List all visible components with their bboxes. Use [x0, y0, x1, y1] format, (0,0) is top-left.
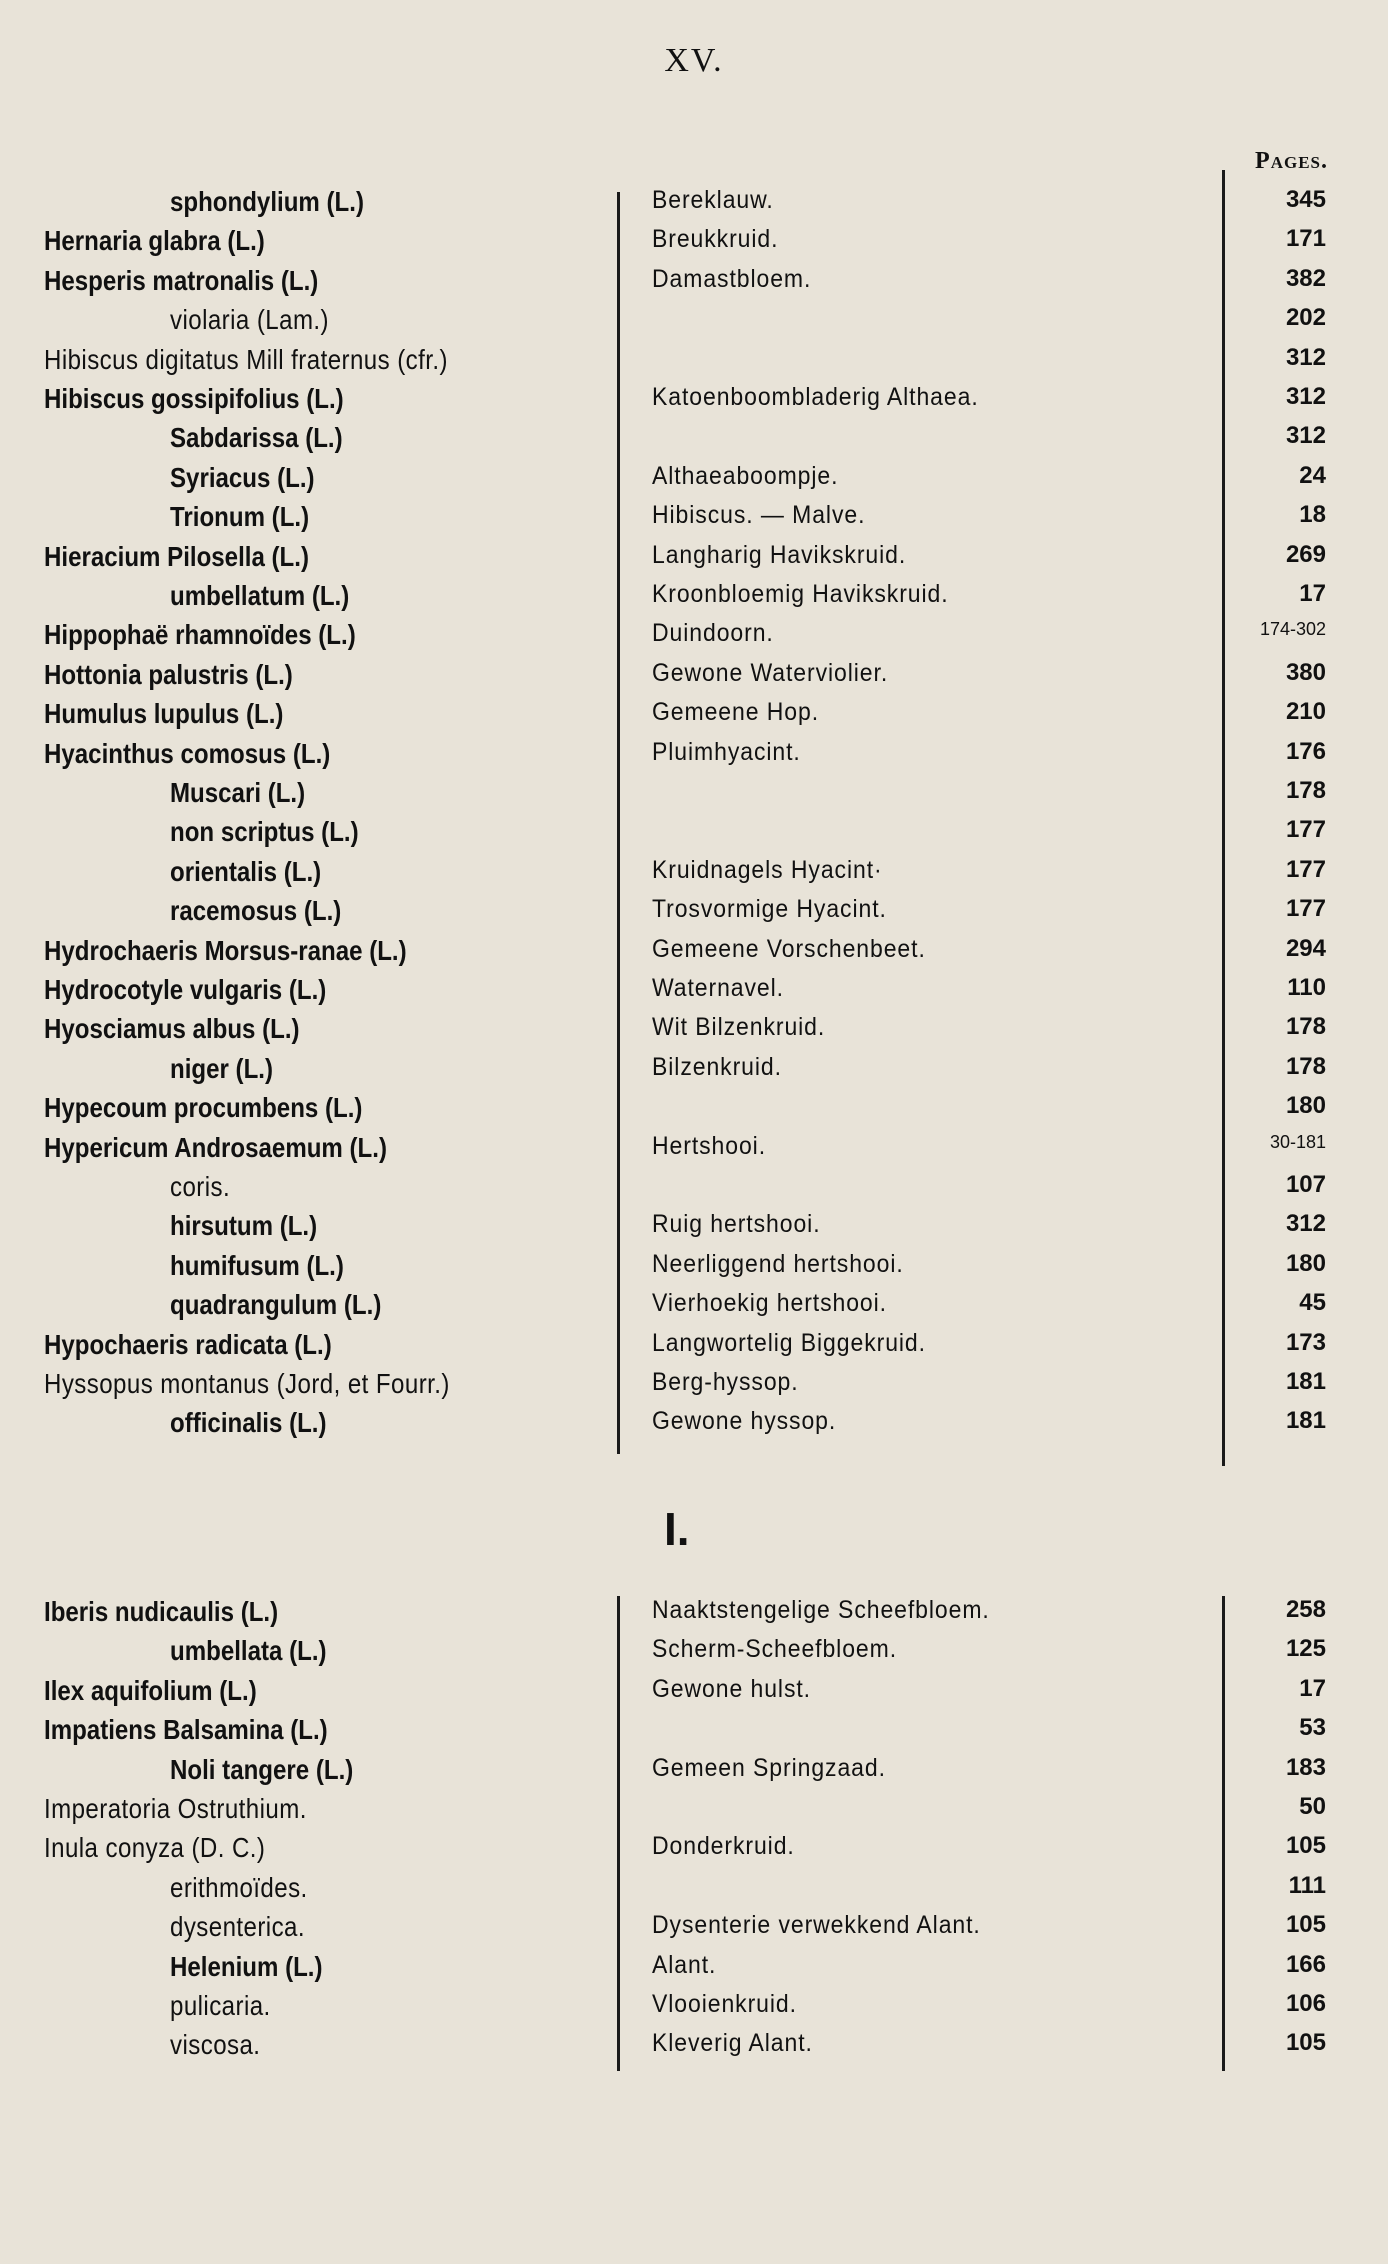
dutch-name: Langharig Havikskruid. [652, 540, 907, 569]
latin-name: Hypecoum procumbens (L.) [44, 1092, 363, 1124]
page-reference: 110 [1287, 974, 1326, 1001]
dutch-name: Pluimhyacint. [652, 737, 801, 766]
index-entry [0, 1289, 1388, 1328]
page-reference: 178 [1285, 1052, 1326, 1080]
dutch-name: Neerliggend hertshooi. [652, 1249, 904, 1278]
dutch-name: Hibiscus. — Malve. [652, 501, 866, 530]
latin-name: Hyosciamus albus (L.) [44, 1013, 300, 1045]
latin-name: officinalis (L.) [170, 1407, 327, 1439]
latin-name: sphondylium (L.) [170, 186, 364, 217]
page-reference: 382 [1285, 264, 1326, 292]
index-entry [0, 501, 1388, 540]
page-reference: 17 [1299, 580, 1326, 607]
index-entry [0, 422, 1388, 461]
dutch-name: Alant. [652, 1950, 717, 1979]
dutch-name: Waternavel. [652, 974, 784, 1002]
page-reference: 180 [1285, 1249, 1326, 1277]
latin-name: Trionum (L.) [170, 501, 310, 533]
latin-name: hirsutum (L.) [170, 1210, 318, 1242]
latin-name: Hernaria glabra (L.) [44, 225, 265, 257]
index-entry [0, 777, 1388, 816]
latin-name: Hottonia palustris (L.) [44, 658, 293, 690]
latin-name: Humulus lupulus (L.) [44, 698, 284, 730]
dutch-name: Ruig hertshooi. [652, 1210, 821, 1239]
index-entry [0, 738, 1388, 777]
page-reference: 171 [1285, 225, 1326, 253]
page-reference: 380 [1285, 658, 1326, 686]
page-reference: 30-181 [1269, 1131, 1326, 1152]
dutch-name: Hertshooi. [652, 1131, 767, 1160]
page-reference: 176 [1285, 737, 1326, 765]
dutch-name: Donderkruid. [652, 1832, 795, 1861]
latin-name: Ilex aquifolium (L.) [44, 1674, 257, 1706]
page-reference: 183 [1285, 1753, 1326, 1781]
latin-name: Hippophaë rhamnoïdes (L.) [44, 619, 356, 651]
page-reference: 312 [1285, 422, 1326, 450]
page-reference: 258 [1285, 1596, 1326, 1623]
index-entry [0, 895, 1388, 934]
page-reference: 294 [1285, 934, 1326, 962]
latin-name: Noli tangere (L.) [170, 1753, 354, 1785]
dutch-name: Kruidnagels Hyacint· [652, 855, 883, 884]
dutch-name: Vlooienkruid. [652, 1990, 797, 2018]
page-reference: 107 [1285, 1171, 1326, 1198]
index-entry [0, 1132, 1388, 1171]
dutch-name: Damastbloem. [652, 264, 812, 293]
latin-name: Muscari (L.) [170, 777, 306, 808]
page-reference: 50 [1299, 1793, 1326, 1820]
page-reference: 125 [1285, 1635, 1326, 1663]
dutch-name: Duindoorn. [652, 619, 774, 648]
dutch-name: Kroonbloemig Havikskruid. [652, 580, 949, 608]
index-entry [0, 1951, 1388, 1990]
page-reference: 177 [1285, 816, 1326, 844]
section-letter-i: I. [664, 1503, 690, 1555]
page-reference: 106 [1285, 1990, 1326, 2017]
page-reference: 312 [1285, 383, 1326, 410]
page-reference: 45 [1299, 1289, 1326, 1317]
dutch-name: Bereklauw. [652, 186, 774, 214]
dutch-name: Scherm-Scheefbloem. [652, 1635, 898, 1664]
page-reference: 173 [1285, 1328, 1326, 1356]
page-number: XV. [664, 42, 724, 79]
index-entry [0, 659, 1388, 698]
index-entry [0, 2029, 1388, 2068]
latin-name: orientalis (L.) [170, 855, 322, 887]
page-reference: 18 [1299, 501, 1326, 529]
page-reference: 178 [1285, 1013, 1326, 1041]
page-reference: 17 [1299, 1674, 1326, 1702]
index-entry [0, 383, 1388, 422]
index-entry [0, 1407, 1388, 1446]
index-entry [0, 1329, 1388, 1368]
latin-name: Hypericum Androsaemum (L.) [44, 1131, 387, 1163]
latin-name: Sabdarissa (L.) [170, 422, 343, 454]
page-reference: 177 [1285, 895, 1326, 923]
page-reference: 177 [1285, 855, 1326, 883]
index-entry [0, 225, 1388, 264]
latin-name: Hyssopus montanus (Jord, et Fourr.) [44, 1368, 450, 1399]
latin-name: umbellata (L.) [170, 1635, 327, 1667]
index-entry [0, 1754, 1388, 1793]
latin-name: Hieracium Pilosella (L.) [44, 540, 309, 572]
dutch-name: Langwortelig Biggekruid. [652, 1328, 926, 1357]
latin-name: Inula conyza (D. C.) [44, 1832, 266, 1864]
page-reference: 174-302 [1259, 619, 1326, 640]
page-reference: 269 [1285, 540, 1326, 568]
latin-name: Helenium (L.) [170, 1950, 323, 1982]
index-entry [0, 186, 1388, 225]
index-entry [0, 304, 1388, 343]
latin-name: Hydrocotyle vulgaris (L.) [44, 974, 327, 1005]
dutch-name: Kleverig Alant. [652, 2029, 813, 2058]
index-entry [0, 1675, 1388, 1714]
page-reference: 312 [1285, 343, 1326, 371]
dutch-name: Gemeene Vorschenbeet. [652, 934, 926, 963]
index-entry [0, 1210, 1388, 1249]
page-reference: 180 [1285, 1092, 1326, 1120]
latin-name: violaria (Lam.) [170, 304, 330, 336]
page-reference: 181 [1285, 1368, 1326, 1395]
latin-name: Imperatoria Ostruthium. [44, 1793, 307, 1824]
page-reference: 166 [1285, 1950, 1326, 1978]
latin-name: racemosus (L.) [170, 895, 342, 927]
index-entry [0, 974, 1388, 1013]
pages-column-header: Pages. [1255, 148, 1328, 174]
index-entry [0, 580, 1388, 619]
index-entry [0, 1832, 1388, 1871]
page-reference: 181 [1285, 1407, 1326, 1435]
page-reference: 105 [1285, 2029, 1326, 2057]
latin-name: Hydrochaeris Morsus-ranae (L.) [44, 934, 407, 966]
latin-name: coris. [170, 1171, 231, 1202]
latin-name: Hyacinthus comosus (L.) [44, 737, 331, 769]
index-entry [0, 1368, 1388, 1407]
dutch-name: Wit Bilzenkruid. [652, 1013, 826, 1042]
index-entry [0, 856, 1388, 895]
index-entry [0, 816, 1388, 855]
dutch-name: Gemeene Hop. [652, 698, 820, 727]
latin-name: Syriacus (L.) [170, 461, 315, 493]
index-entry [0, 935, 1388, 974]
index-entry [0, 1635, 1388, 1674]
dutch-name: Breukkruid. [652, 225, 779, 254]
page-reference: 111 [1288, 1871, 1326, 1899]
index-entry [0, 1250, 1388, 1289]
latin-name: viscosa. [170, 2029, 261, 2061]
index-entry [0, 1714, 1388, 1753]
latin-name: non scriptus (L.) [170, 816, 359, 848]
page-reference: 105 [1285, 1911, 1326, 1939]
dutch-name: Berg-hyssop. [652, 1368, 799, 1396]
page-reference: 345 [1285, 186, 1326, 213]
dutch-name: Gewone Waterviolier. [652, 658, 889, 687]
index-entry [0, 1793, 1388, 1832]
index-entry [0, 1092, 1388, 1131]
latin-name: Impatiens Balsamina (L.) [44, 1714, 328, 1746]
index-entry [0, 1596, 1388, 1635]
index-entry [0, 462, 1388, 501]
dutch-name: Gemeen Springzaad. [652, 1753, 886, 1782]
index-entry [0, 1013, 1388, 1052]
index-entry [0, 1171, 1388, 1210]
index-entry [0, 265, 1388, 304]
index-entry [0, 1053, 1388, 1092]
page-reference: 53 [1299, 1714, 1326, 1742]
dutch-name: Dysenterie verwekkend Alant. [652, 1911, 981, 1940]
index-entry [0, 1990, 1388, 2029]
dutch-name: Gewone hulst. [652, 1674, 812, 1703]
page-reference: 312 [1285, 1210, 1326, 1238]
latin-name: niger (L.) [170, 1052, 273, 1084]
index-entry [0, 698, 1388, 737]
latin-name: humifusum (L.) [170, 1249, 344, 1281]
latin-name: Hypochaeris radicata (L.) [44, 1328, 332, 1360]
page-reference: 210 [1285, 698, 1326, 726]
dutch-name: Katoenboombladerig Althaea. [652, 383, 979, 411]
latin-name: Hibiscus digitatus Mill fraternus (cfr.) [44, 343, 448, 375]
dutch-name: Bilzenkruid. [652, 1052, 782, 1081]
latin-name: dysenterica. [170, 1911, 305, 1943]
latin-name: erithmoïdes. [170, 1871, 308, 1903]
index-entry [0, 541, 1388, 580]
dutch-name: Vierhoekig hertshooi. [652, 1289, 887, 1318]
latin-name: Hibiscus gossipifolius (L.) [44, 383, 344, 414]
latin-name: Hesperis matronalis (L.) [44, 264, 319, 296]
page-reference: 24 [1299, 461, 1326, 489]
page-reference: 178 [1285, 777, 1326, 804]
latin-name: pulicaria. [170, 1990, 271, 2021]
index-entry [0, 619, 1388, 658]
latin-name: quadrangulum (L.) [170, 1289, 382, 1321]
page-reference: 202 [1285, 304, 1326, 332]
dutch-name: Trosvormige Hyacint. [652, 895, 887, 924]
index-entry [0, 344, 1388, 383]
page-reference: 105 [1285, 1832, 1326, 1860]
latin-name: Iberis nudicaulis (L.) [44, 1596, 279, 1627]
latin-name: umbellatum (L.) [170, 580, 350, 611]
index-entry [0, 1872, 1388, 1911]
dutch-name: Gewone hyssop. [652, 1407, 837, 1436]
index-entry [0, 1911, 1388, 1950]
dutch-name: Naaktstengelige Scheefbloem. [652, 1596, 990, 1624]
dutch-name: Althaeaboompje. [652, 461, 839, 490]
